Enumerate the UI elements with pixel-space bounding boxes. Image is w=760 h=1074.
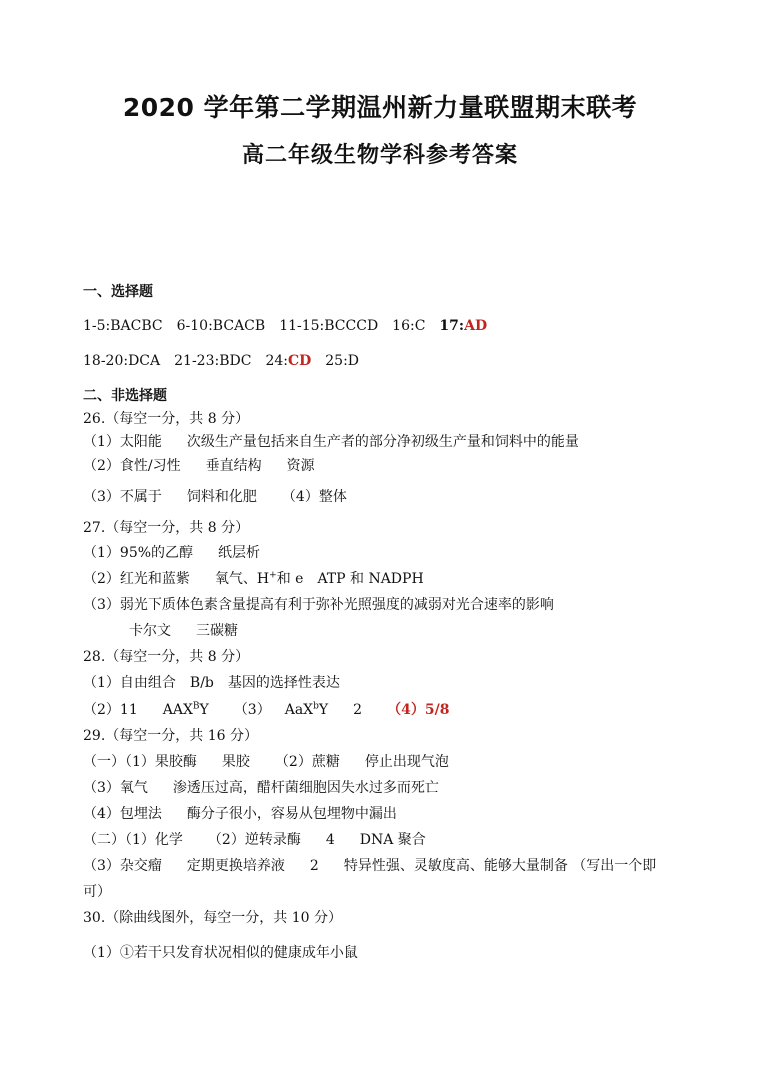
q27-answer-line-2 bbox=[83, 569, 693, 589]
section-heading-choice: 一、选择题 bbox=[83, 284, 153, 300]
question-30-title: 30.（除曲线图外，每空一分，共 10 分） bbox=[83, 910, 342, 926]
q29-answer-line-2 bbox=[83, 778, 693, 798]
q28-answer-line-1 bbox=[83, 673, 693, 693]
q29-answer-line-1 bbox=[83, 752, 693, 772]
answer-group: 25:D bbox=[325, 353, 360, 369]
answer-part: （3）不属于 bbox=[83, 489, 162, 505]
answer-part: AaX$^b$Y bbox=[284, 701, 329, 718]
answer-group: 11-15:BCCCD bbox=[279, 318, 379, 334]
q29-answer-line-6: 可） bbox=[83, 884, 111, 900]
answer-group-number: 24: bbox=[265, 353, 288, 369]
answer-part: 资源 bbox=[286, 458, 315, 474]
answer-part: ATP 和 NADPH bbox=[317, 571, 424, 587]
q30-answer-line-1: （1）①若干只发育状况相似的健康成年小鼠 bbox=[83, 945, 358, 961]
answer-part: 渗透压过高，醋杆菌细胞因失水过多而死亡 bbox=[172, 780, 439, 796]
answer-part: 基因的选择性表达 bbox=[227, 675, 340, 691]
answer-part: （二）（1）化学 bbox=[83, 832, 183, 848]
page-subtitle: 高二年级生物学科参考答案 bbox=[241, 143, 518, 168]
answer-group: 6-10:BCACB bbox=[176, 318, 266, 334]
answer-part: 三碳糖 bbox=[196, 623, 238, 639]
answer-part: 2 bbox=[309, 858, 319, 874]
highlighted-answer: （4）5/8 bbox=[387, 702, 450, 718]
answer-group-number: 17: bbox=[439, 318, 465, 334]
answer-part: （2）蔗糖 bbox=[274, 754, 340, 770]
page-title: 2020 学年第二学期温州新力量联盟期末联考 bbox=[122, 93, 638, 122]
answer-part: 酶分子很小，容易从包埋物中漏出 bbox=[186, 806, 397, 822]
answer-part: （3）氧气 bbox=[83, 780, 148, 796]
q27-answer-line-1 bbox=[83, 543, 693, 563]
q26-answer-line-2 bbox=[83, 456, 693, 476]
answer-part: 停止出现气泡 bbox=[364, 754, 449, 770]
answer-part: 定期更换培养液 bbox=[186, 858, 285, 874]
answer-part: 果胶 bbox=[221, 754, 250, 770]
answer-part: 氧气、H+和 e bbox=[214, 570, 304, 587]
answer-part: 次级生产量包括来自生产者的部分净初级生产量和饲料中的能量 bbox=[186, 434, 579, 450]
answer-part: 垂直结构 bbox=[205, 458, 262, 474]
q29-answer-line-4 bbox=[83, 830, 693, 850]
answer-part: 4 bbox=[325, 832, 335, 848]
question-26-title: 26.（每空一分，共 8 分） bbox=[83, 411, 250, 427]
answer-group: 1-5:BACBC bbox=[83, 318, 163, 334]
answer-part: （1）自由组合 bbox=[83, 675, 176, 691]
answer-part: B/b bbox=[189, 675, 214, 691]
answer-part: （2）红光和蓝紫 bbox=[83, 571, 190, 587]
answer-part: （4）包埋法 bbox=[83, 806, 162, 822]
answer-part: （4）整体 bbox=[281, 489, 347, 505]
answer-part: （2）11 bbox=[83, 702, 138, 718]
answer-part: 饲料和化肥 bbox=[186, 489, 257, 505]
q26-answer-line-1 bbox=[83, 432, 693, 452]
question-27-title: 27.（每空一分，共 8 分） bbox=[83, 520, 250, 536]
answer-part: （3）杂交瘤 bbox=[83, 858, 162, 874]
answer-group: 18-20:DCA bbox=[83, 353, 161, 369]
q27-answer-line-3: （3）弱光下质体色素含量提高有利于弥补光照强度的减弱对光合速率的影响 bbox=[83, 597, 554, 613]
q29-answer-line-3 bbox=[83, 804, 693, 824]
answer-part: （2）逆转录酶 bbox=[207, 832, 301, 848]
answer-part: 特异性强、灵敏度高、能够大量制备 （写出一个即 bbox=[343, 858, 657, 874]
answer-part: （2）食性/习性 bbox=[83, 458, 181, 474]
answer-group: 16:C bbox=[392, 318, 426, 334]
question-29-title: 29.（每空一分，共 16 分） bbox=[83, 728, 258, 744]
answer-part: （3） bbox=[233, 702, 271, 718]
section-heading-non-choice: 二、非选择题 bbox=[83, 388, 167, 404]
answer-part: $AAX^BY$ bbox=[162, 701, 209, 718]
answer-group: 21-23:BDC bbox=[174, 353, 252, 369]
q29-answer-line-5 bbox=[83, 856, 693, 876]
question-28-title: 28.（每空一分，共 8 分） bbox=[83, 649, 250, 665]
highlighted-answer: CD bbox=[287, 353, 312, 369]
answer-part: 2 bbox=[353, 702, 363, 718]
answer-part: DNA 聚合 bbox=[359, 832, 426, 848]
q26-answer-line-3 bbox=[83, 487, 693, 507]
answer-part: （一）（1）果胶酶 bbox=[83, 754, 197, 770]
q27-answer-line-4 bbox=[83, 621, 693, 641]
choice-answers-row-1 bbox=[83, 316, 693, 336]
answer-part: （1）太阳能 bbox=[83, 434, 162, 450]
answer-part: 卡尔文 bbox=[129, 623, 171, 639]
choice-answers-row-2 bbox=[83, 351, 693, 371]
q28-answer-line-2 bbox=[83, 700, 693, 720]
answer-part: （1）95%的乙醇 bbox=[83, 545, 194, 561]
highlighted-answer: AD bbox=[464, 318, 488, 334]
answer-part: 纸层析 bbox=[218, 545, 261, 561]
